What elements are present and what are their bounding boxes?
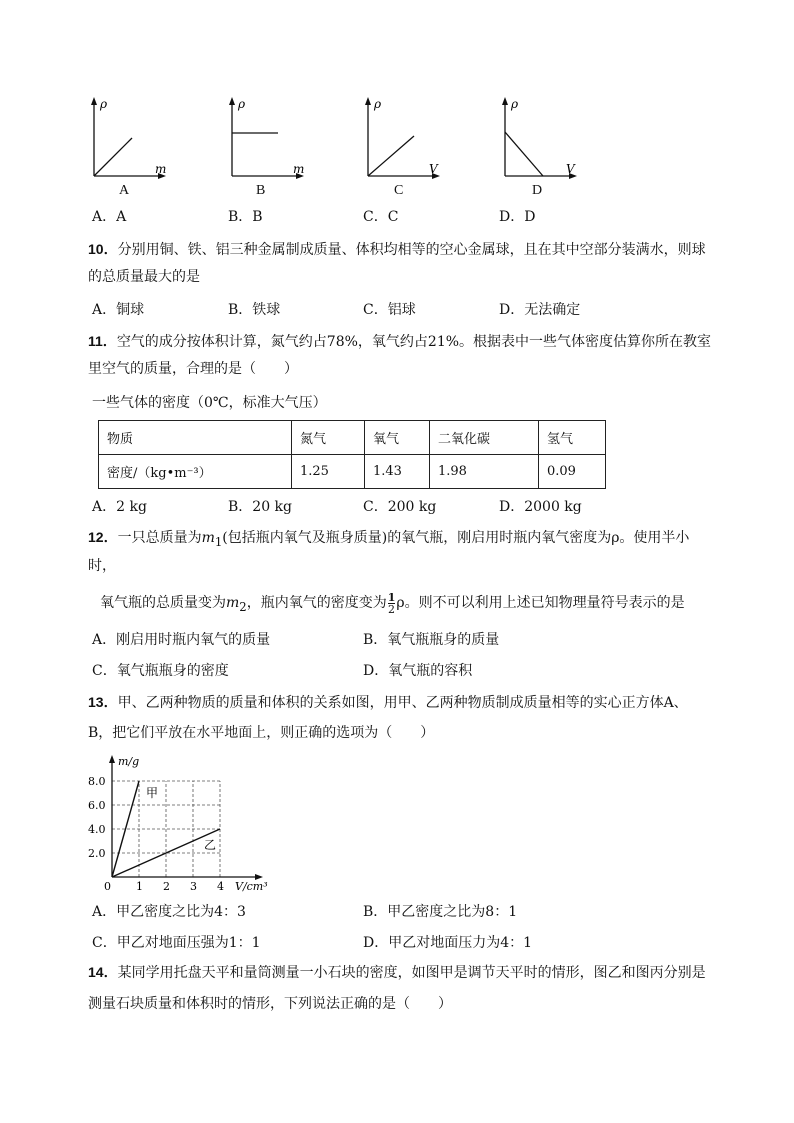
q12-text-3a: 氧气瓶的总质量变为 xyxy=(100,595,226,611)
graph-c-xlabel: V xyxy=(429,162,438,176)
q13-option-d[interactable]: D．甲乙对地面压力为4：1 xyxy=(363,935,533,951)
q13-stem-line1 xyxy=(88,690,722,715)
x-tick-label: 3 xyxy=(190,880,197,893)
y-tick-label: 6.0 xyxy=(88,799,106,812)
graph-d-xlabel: V xyxy=(566,162,575,176)
graph-d-ylabel: ρ xyxy=(511,97,519,111)
q13-option-a[interactable]: A．甲乙密度之比为4：3 xyxy=(92,904,246,920)
graph-c xyxy=(354,92,444,197)
q12-frac-num: 1 xyxy=(387,590,396,604)
q11-option-c[interactable]: C．200 kg xyxy=(363,499,437,515)
q10-text-1: 分别用铜、铁、铝三种金属制成质量、体积均相等的空心金属球，且在其中空部分装满水，则球 xyxy=(117,242,706,258)
q13-number: 13． xyxy=(88,694,118,710)
mass-volume-chart xyxy=(82,752,282,894)
y-tick-label: 4.0 xyxy=(88,823,106,836)
q10-stem-line2: 的总质量最大的是 xyxy=(88,269,200,285)
q12-stem-line1 xyxy=(88,525,722,554)
q11-option-a[interactable]: A．2 kg xyxy=(92,499,147,515)
table-cell: 0.09 xyxy=(539,455,606,489)
q14-stem-line1 xyxy=(88,960,722,985)
y-tick-label: 8.0 xyxy=(88,775,106,788)
table-cell: 1.98 xyxy=(430,455,539,489)
q12-m2-sub: 2 xyxy=(239,599,247,614)
q12-text-1b: (包括瓶内氧气及瓶身质量)的氧气瓶，刚启用时瓶内氧气密度为ρ。使用半小 xyxy=(222,530,690,546)
q12-m1-sub: 1 xyxy=(214,534,223,549)
q12-m2: m xyxy=(226,595,240,611)
q12-option-d[interactable]: D．氧气瓶的容积 xyxy=(363,663,473,679)
graph-d-line xyxy=(505,132,543,176)
table-cell: 氢气 xyxy=(539,421,606,455)
table-row xyxy=(99,455,606,489)
graph-d-caption: D xyxy=(532,183,543,198)
q11-option-d[interactable]: D．2000 kg xyxy=(499,499,582,515)
q10-option-c[interactable]: C．铝球 xyxy=(363,302,416,318)
x-tick-label: 1 xyxy=(136,880,143,893)
q14-stem-line2: 测量石块质量和体积时的情形，下列说法正确的是（ ） xyxy=(88,996,452,1012)
chart-grid xyxy=(112,781,220,877)
series-label: 乙 xyxy=(204,838,217,852)
q13-stem-line2: B，把它们平放在水平地面上，则正确的选项为（ ） xyxy=(88,725,435,741)
q10-option-a[interactable]: A．铜球 xyxy=(92,302,145,318)
x-tick-label: 4 xyxy=(217,880,224,893)
q11-text-1: 空气的成分按体积计算，氮气约占78%，氧气约占21%。根据表中一些气体密度估算你所在教室 xyxy=(116,334,712,350)
q13-option-c[interactable]: C．甲乙对地面压强为1：1 xyxy=(92,935,261,951)
q13-option-b[interactable]: B．甲乙密度之比为8：1 xyxy=(363,904,518,920)
density-table xyxy=(98,420,606,489)
q10-option-d[interactable]: D．无法确定 xyxy=(499,302,581,318)
q9-option-a[interactable]: A．A xyxy=(92,209,127,225)
graph-b-xlabel: m xyxy=(293,162,305,176)
graph-b-caption: B xyxy=(256,183,266,198)
x-tick-label: 2 xyxy=(163,880,170,893)
q12-text-3b: ，瓶内氧气的密度变为 xyxy=(246,595,387,611)
q11-option-b[interactable]: B．20 kg xyxy=(228,499,292,515)
graph-d xyxy=(491,92,581,197)
q10-number: 10． xyxy=(88,241,118,257)
graph-b xyxy=(218,92,308,197)
q12-option-a[interactable]: A．刚启用时瓶内氧气的质量 xyxy=(92,632,271,648)
q12-stem-line3 xyxy=(100,591,722,619)
table-cell: 二氧化碳 xyxy=(430,421,539,455)
q10-stem-line1 xyxy=(88,237,722,262)
q11-stem-line2: 里空气的质量，合理的是（ ） xyxy=(88,361,298,377)
table-cell: 物质 xyxy=(99,421,292,455)
q9-option-b[interactable]: B．B xyxy=(228,209,263,225)
x-tick-label: 0 xyxy=(104,880,111,893)
q14-text-1: 某同学用托盘天平和量筒测量一小石块的密度，如图甲是调节天平时的情形，图乙和图丙分别是 xyxy=(117,965,706,981)
table-cell: 1.25 xyxy=(292,455,365,489)
q14-number: 14． xyxy=(88,964,118,980)
q12-text-1a: 一只总质量为 xyxy=(117,530,202,546)
y-axis-label: m/g xyxy=(118,755,140,768)
graph-a xyxy=(80,92,170,197)
q12-frac-den: 2 xyxy=(388,602,396,616)
q11-table-caption: 一些气体的密度（0℃，标准大气压） xyxy=(92,395,327,411)
q11-stem-line1 xyxy=(88,329,722,354)
chart-axes xyxy=(109,755,263,880)
graph-a-ylabel: ρ xyxy=(100,97,108,111)
graph-b-ylabel: ρ xyxy=(238,97,246,111)
graph-c-line xyxy=(368,136,414,176)
q12-text-3c: ρ。则不可以利用上述已知物理量符号表示的是 xyxy=(396,595,685,611)
q9-option-d[interactable]: D．D xyxy=(499,209,536,225)
table-cell: 氮气 xyxy=(292,421,365,455)
q12-fraction xyxy=(388,592,396,615)
graph-a-line xyxy=(94,138,132,176)
q11-number: 11． xyxy=(88,333,117,349)
graph-c-caption: C xyxy=(394,183,404,198)
q12-number: 12． xyxy=(88,529,118,545)
q10-option-b[interactable]: B．铁球 xyxy=(228,302,281,318)
y-tick-label: 2.0 xyxy=(88,847,106,860)
y-axis-arrow xyxy=(109,755,115,763)
q12-option-b[interactable]: B．氧气瓶瓶身的质量 xyxy=(363,632,500,648)
q13-text-1: 甲、乙两种物质的质量和体积的关系如图，用甲、乙两种物质制成质量相等的实心正方体A、 xyxy=(117,695,688,711)
q12-option-c[interactable]: C．氧气瓶瓶身的密度 xyxy=(92,663,229,679)
q12-m1: m xyxy=(201,530,215,546)
q9-option-c[interactable]: C．C xyxy=(363,209,399,225)
table-cell: 密度/（kg•m⁻³） xyxy=(99,455,292,489)
table-row xyxy=(99,421,606,455)
table-cell: 氧气 xyxy=(365,421,430,455)
graph-a-caption: A xyxy=(119,183,130,198)
q12-stem-line2: 时， xyxy=(88,558,116,574)
x-axis-label: V/cm³ xyxy=(235,880,268,893)
graph-c-ylabel: ρ xyxy=(374,97,382,111)
graph-a-xlabel: m xyxy=(155,162,167,176)
table-cell: 1.43 xyxy=(365,455,430,489)
series-label: 甲 xyxy=(146,786,159,800)
